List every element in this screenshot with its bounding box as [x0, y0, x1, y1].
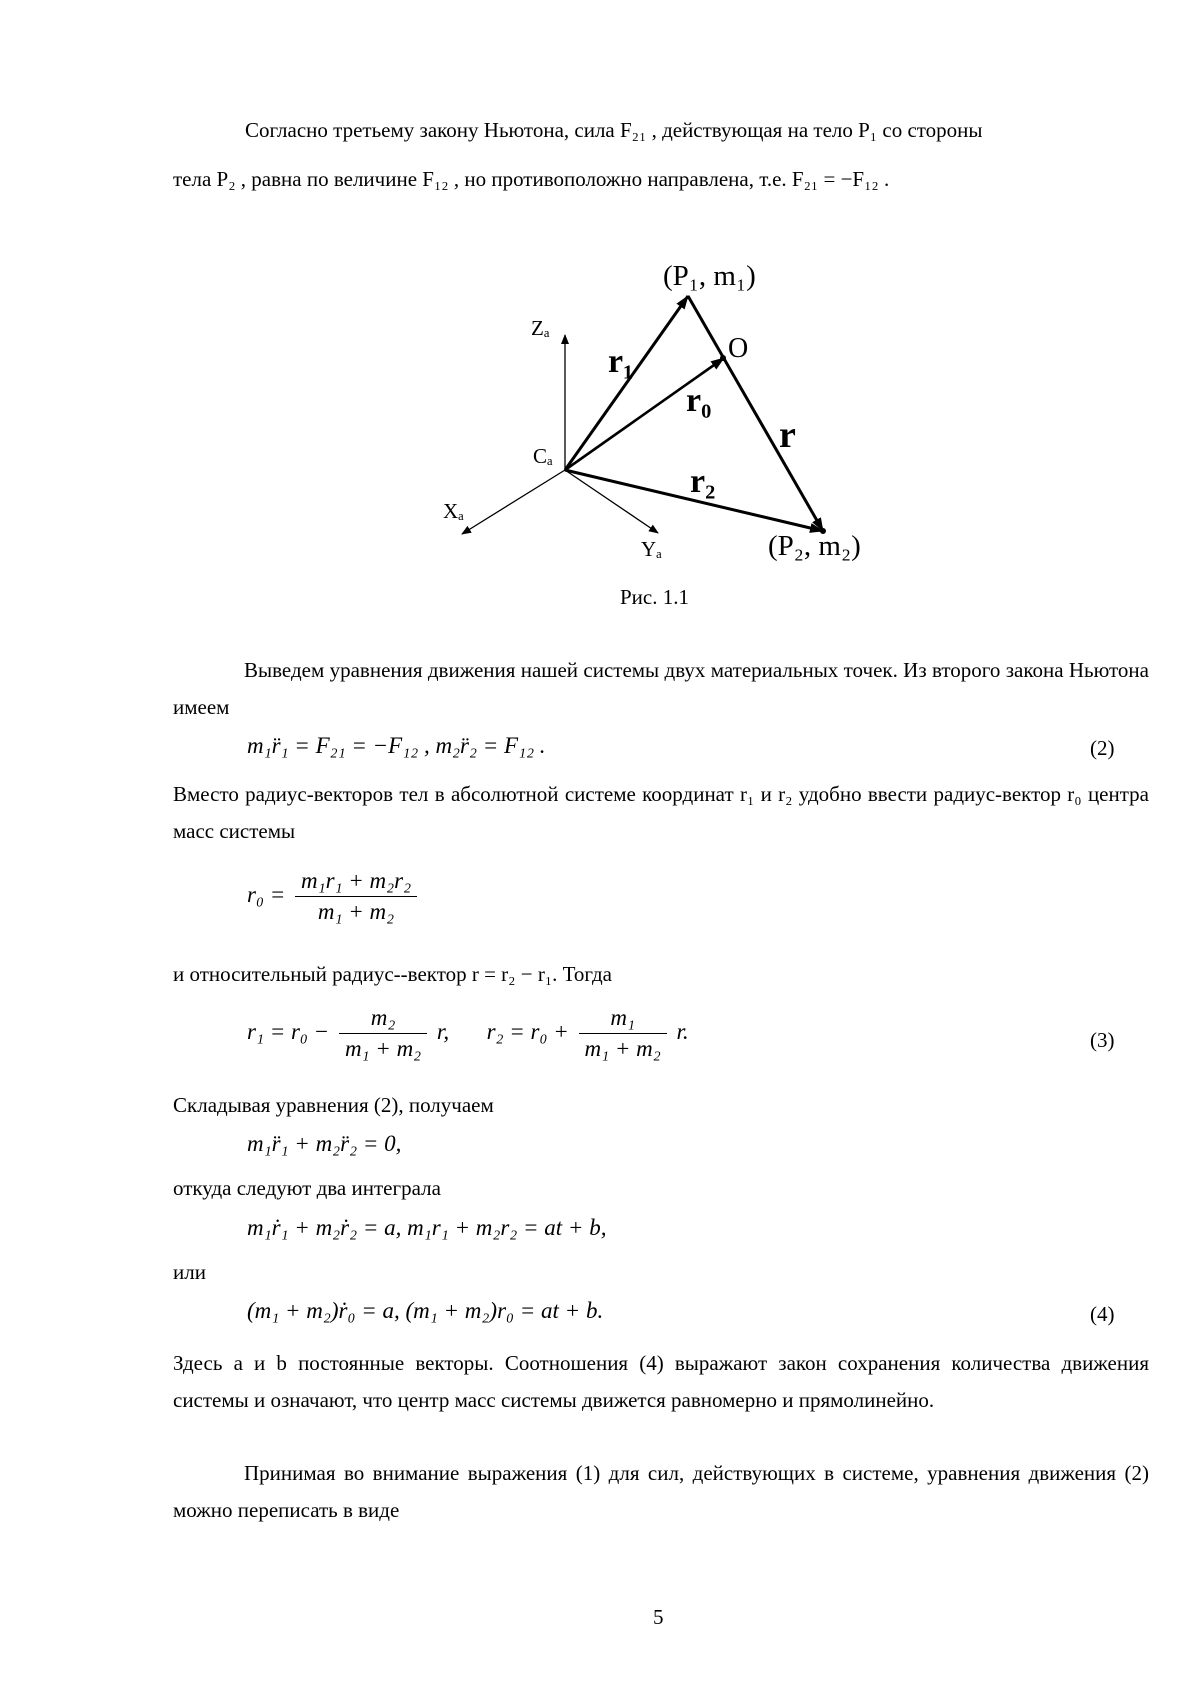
equation-2-number: (2): [1090, 736, 1115, 760]
equation-3-frac1-denominator: m₁ + m₂: [344, 1036, 422, 1061]
equation-4-number: (4): [1090, 1302, 1115, 1326]
equation-3-frac2-numerator: m₁: [579, 1005, 667, 1034]
figure-caption: Рис. 1.1: [620, 585, 689, 609]
label-xa: Xₐ: [443, 499, 464, 523]
paragraph-4: Складывая уравнения (2), получаем: [173, 1093, 494, 1117]
paragraph-8: Принимая во внимание выражения (1) для сил, действующих в системе, уравнения движения (2) можно переписать в виде: [173, 1461, 1149, 1522]
paragraph-1: Выведем уравнения движения нашей системы двух материальных точек. Из второго закона Ньютона имеем: [173, 658, 1149, 719]
equation-3-part1-lhs: r₁ = r₀ −: [247, 1018, 330, 1044]
equation-3: [247, 1005, 689, 1062]
label-r: r: [779, 414, 796, 456]
page-number: 5: [653, 1605, 664, 1629]
axis-y: [565, 470, 658, 533]
equation-3-part2-tail: r.: [676, 1018, 689, 1044]
intro-line-1: Согласно третьему закону Ньютона, сила F₂₁ , действующая на тело P₁ со стороны: [245, 118, 983, 142]
equation-3-frac2-denominator: m₁ + m₂: [584, 1036, 661, 1061]
label-ya: Yₐ: [641, 537, 662, 561]
equation-2: m₁r̈₁ = F₂₁ = −F₁₂ , m₂r̈₂ = F₁₂ .: [247, 733, 546, 758]
figure-vector-diagram: [0, 0, 1200, 620]
label-ca: Cₐ: [533, 444, 553, 468]
equation-r0-denominator: m₁ + m₂: [317, 899, 395, 924]
equation-3-fraction-2: [579, 1005, 667, 1062]
label-r1: r₁: [608, 343, 634, 380]
label-za: Zₐ: [531, 316, 550, 340]
label-p1: (P₁, m₁): [663, 260, 756, 292]
paragraph-2: Вместо радиус-векторов тел в абсолютной системе координат r₁ и r₂ удобно ввести радиус-вектор r₀ центра масс системы: [173, 782, 1149, 843]
label-r0: r₀: [686, 382, 712, 419]
paragraph-5: откуда следуют два интеграла: [173, 1176, 441, 1200]
label-p2: (P₂, m₂): [768, 530, 861, 562]
equation-4: (m₁ + m₂)ṙ₀ = a, (m₁ + m₂)r₀ = at + b.: [247, 1298, 604, 1323]
equation-3-part2-lhs: r₂ = r₀ +: [486, 1018, 569, 1044]
paragraph-7: Здесь a и b постоянные векторы. Соотношения (4) выражают закон сохранения количества движения системы и означают, что центр масс системы движется равномерно и прямолинейно.: [173, 1351, 1149, 1412]
vector-r1: [565, 296, 688, 470]
point-o: [720, 355, 726, 361]
equation-r0-fraction: [295, 868, 417, 925]
label-r2: r₂: [690, 463, 716, 500]
paragraph-6: или: [173, 1260, 206, 1284]
axis-x: [462, 470, 565, 534]
equation-3-part1-tail: r,: [436, 1018, 450, 1044]
equation-r0: [247, 868, 421, 925]
equation-3-fraction-1: [339, 1005, 427, 1062]
equation-r0-lhs: r₀ =: [247, 881, 286, 907]
intro-line-2: тела P₂ , равна по величине F₁₂ , но противоположно направлена, т.е. F₂₁ = −F₁₂ .: [173, 167, 890, 191]
equation-integrals: m₁ṙ₁ + m₂ṙ₂ = a, m₁r₁ + m₂r₂ = at + b,: [247, 1215, 607, 1240]
equation-3-frac1-numerator: m₂: [339, 1005, 427, 1034]
equation-3-number: (3): [1090, 1028, 1115, 1052]
equation-sum: m₁r̈₁ + m₂r̈₂ = 0,: [247, 1131, 402, 1156]
paragraph-3: и относительный радиус--вектор r = r₂ − r₁. Тогда: [173, 962, 612, 986]
label-o: O: [728, 333, 749, 364]
equation-r0-numerator: m₁r₁ + m₂r₂: [295, 868, 417, 897]
